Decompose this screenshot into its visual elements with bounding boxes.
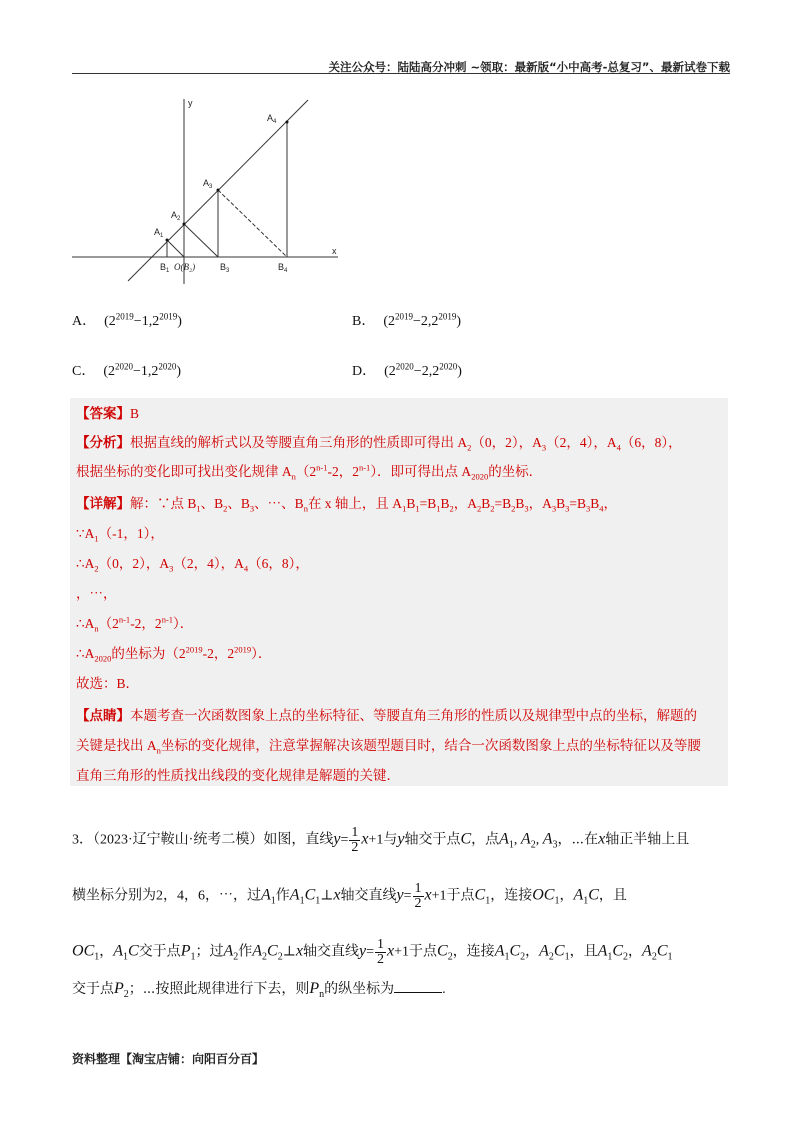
answer-blank[interactable] xyxy=(394,980,442,993)
option-d[interactable]: D． $(2^{2020}-2,2^{2020})$ xyxy=(352,361,462,379)
detail-line-3: $\therefore A_2(0$，2），$A_3(2$，4），$A_4(6$，8）， xyxy=(76,556,309,574)
detail-line-7: 故选：B． xyxy=(76,676,140,691)
option-c[interactable]: C． $(2^{2020}-1,2^{2020})$ xyxy=(72,361,182,379)
seg-a3b4 xyxy=(218,190,287,257)
detail-line-4: ，⋯， xyxy=(76,586,117,601)
seg-a2b3 xyxy=(184,224,218,257)
detail-line-1: 【详解】解：∵点 $B_1$、$B_2$、$B_3$、⋯、$B_n$在 x 轴上，且 $A_1B_1=B_1B_2$，$A_2B_2=B_2B_3$，$A_3B_3=B_3B_4$， xyxy=(76,496,618,514)
page-header: 关注公众号：陆陆高分冲刺 ~领取：最新版“小中高考-总复习”、最新试卷下载 xyxy=(328,60,730,74)
question-line-1: 3．（2023·辽宁鞍山·统考二模）如图，直线y= $\frac{1}{2}$ x+1与y轴交于点C，点$A_1$, $A_2$, $A_3$，⋯在x轴正半轴上且 xyxy=(72,825,690,855)
analysis-line-1: 【分析】根据直线的解析式以及等腰直角三角形的性质即可得出 $A_2(0$，2），$A_3(2$，4），$A_4(6$，8）， xyxy=(76,435,682,453)
question-line-4: 交于点$P_2$；⋯按照此规律进行下去，则$P_n$的纵坐标为 . xyxy=(72,980,446,1000)
seg-a1b2 xyxy=(167,240,184,257)
x-label: x xyxy=(332,246,337,256)
detail-line-5: $\therefore A_n(2^{n-1}-2$，2$^{n-1}$）． xyxy=(76,614,194,634)
label-a3: $A_3$ xyxy=(203,178,213,190)
answer-box xyxy=(70,398,728,786)
page-footer: 资料整理【淘宝店铺：向阳百分百】 xyxy=(72,1052,265,1066)
answer-line: 【答案】B xyxy=(76,406,140,421)
analysis-line-2: 根据坐标的变化即可找出变化规律 $A_n(2^{n-1}-2$，2$^{n-1}$）．即可得出点 $A_{2020}$的坐标． xyxy=(76,462,543,482)
fraction-half: $\frac{1}{2}$ xyxy=(351,825,359,855)
label-a4: $A_4$ xyxy=(267,113,277,125)
option-a[interactable]: A． $(2^{2019}-1,2^{2019})$ xyxy=(72,311,182,329)
question-line-3: $OC_1$，$A_1C$交于点$P_1$；过$A_2$作$A_2C_2\perp x$轴交直线y= $\frac{1}{2}$ x+1于点$C_2$，连接$A_1C_2$，$A_2C_1$，且$A_1C_2$，$A_2C_1$ xyxy=(72,937,673,967)
detail-line-2: $\because A_1(-1$，1）， xyxy=(76,526,164,544)
label-b1: $B_1$ xyxy=(160,262,170,274)
label-a2: $A_2$ xyxy=(171,210,181,222)
fraction-half: $\frac{1}{2}$ xyxy=(377,937,384,967)
label-b3: $B_3$ xyxy=(220,262,230,274)
detail-line-6: $\therefore A_{2020}$的坐标为（$2^{2019}-2$，$2^{2019}$）． xyxy=(76,644,272,664)
label-origin: O(B₂) xyxy=(174,262,196,272)
header-rule xyxy=(72,73,730,74)
comment-line-1: 【点睛】本题考查一次函数图象上点的坐标特征、等腰直角三角形的性质以及规律型中点的坐标，解题的 xyxy=(76,708,697,723)
fraction-half: $\frac{1}{2}$ xyxy=(414,881,422,911)
comment-line-2: 关键是找出 $A_n$坐标的变化规律，注意掌握解决该题型题目时，结合一次函数图象上点的坐标特征以及等腰 xyxy=(76,738,701,756)
geometry-figure xyxy=(70,94,350,284)
comment-line-3: 直角三角形的性质找出线段的变化规律是解题的关键． xyxy=(76,768,400,783)
y-label: y xyxy=(188,98,193,108)
label-a1: $A_1$ xyxy=(154,227,164,239)
label-b4: $B_4$ xyxy=(278,262,288,274)
question-line-2: 横坐标分别为2，4，6，⋯，过$A_1$作$A_1C_1\perp x$轴交直线y= $\frac{1}{2}$ x+1于点$C_1$，连接$OC_1$，$A_1C$，且 xyxy=(72,881,627,911)
option-b[interactable]: B． $(2^{2019}-2,2^{2019})$ xyxy=(352,311,462,329)
